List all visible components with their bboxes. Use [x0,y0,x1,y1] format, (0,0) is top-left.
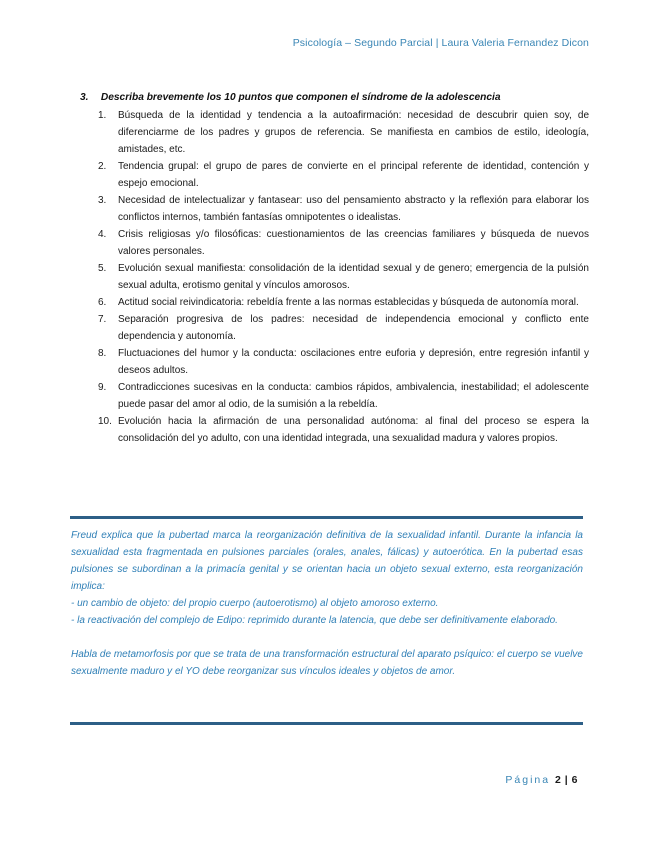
points-list [98,107,589,447]
list-item [98,107,589,158]
item-text: Necesidad de intelectualizar y fantasear: uso del pensamiento abstracto y la reflexión para elaborar los conflictos internos, también fantasías omnipotentes o idealistas. [118,195,589,223]
question-heading [80,92,600,103]
item-number: 4. [98,229,107,240]
page-label: Página [505,774,551,786]
question-text: Describa brevemente los 10 puntos que componen el síndrome de la adolescencia [100,92,501,103]
note-paragraph: Freud explica que la pubertad marca la reorganización definitiva de la sexualidad infantil. Durante la infancia la sexualidad esta fragmentada en pulsiones parciales (orales, anales, fálicas) y autoerótica. En la pubertad esas pulsiones se subordinan a la primacía genital y se orientan hacia un objeto sexual externo, esta reorganización implica: [71,530,583,592]
item-text: Separación progresiva de los padres: necesidad de independencia emocional y conflicto ente dependencia y autonomía. [118,314,589,342]
page-number: 2 | 6 [555,774,578,786]
item-number: 8. [98,348,107,359]
item-number: 2. [98,161,107,172]
list-item [98,294,589,311]
item-number: 5. [98,263,107,274]
item-text: Evolución hacia la afirmación de una personalidad autónoma: al final del proceso se espera la consolidación del yo adulto, con una identidad integrada, una sexualidad madura y valores propios. [118,416,589,444]
item-text: Actitud social reivindicatoria: rebeldía frente a las normas establecidas y búsqueda de autonomía moral. [118,297,579,308]
page-header: Psicología – Segundo Parcial | Laura Valeria Fernandez Dicon [292,37,589,49]
page-footer [505,774,578,786]
list-item [98,260,589,294]
list-item [98,311,589,345]
note-bullet-edipo: - la reactivación del complejo de Edipo: reprimido durante la latencia, que debe ser definitivamente elaborado. [71,615,558,626]
list-item [98,379,589,413]
item-number: 6. [98,297,107,308]
item-number: 3. [98,195,107,206]
note-paragraph-metamorphosis: Habla de metamorfosis por que se trata de una transformación estructural del aparato psíquico: el cuerpo se vuelve sexualmente maduro y el YO debe reorganizar sus vínculos ideales y objetos de amor. [71,649,583,677]
item-text: Crisis religiosas y/o filosóficas: cuestionamientos de las creencias familiares y búsqueda de nuevos valores personales. [118,229,589,257]
item-text: Evolución sexual manifiesta: consolidación de la identidad sexual y de genero; emergencia de la pulsión sexual adulta, erotismo genital y vínculos amorosos. [118,263,589,291]
item-text: Búsqueda de la identidad y tendencia a la autoafirmación: necesidad de descubrir quien soy, de diferenciarme de los padres y grupos de referencia. Se manifiesta en cambios de estilo, ideología, amistades, etc. [118,110,589,155]
item-text: Tendencia grupal: el grupo de pares de convierte en el principal referente de identidad, contención y espejo emocional. [118,161,589,189]
list-item [98,192,589,226]
list-item [98,413,589,447]
list-item [98,158,589,192]
item-number: 10. [98,416,112,427]
item-text: Fluctuaciones del humor y la conducta: oscilaciones entre euforia y depresión, entre regresión infantil y deseos adultos. [118,348,589,376]
note-box [71,527,583,680]
list-item [98,226,589,260]
item-number: 1. [98,110,107,121]
list-item [98,345,589,379]
item-text: Contradicciones sucesivas en la conducta: cambios rápidos, ambivalencia, inestabilidad; el adolescente puede pasar del amor al odio, de la sumisión a la rebeldía. [118,382,589,410]
item-number: 9. [98,382,107,393]
item-number: 7. [98,314,107,325]
question-number: 3. [80,92,89,103]
note-bullet-object: - un cambio de objeto: del propio cuerpo (autoerotismo) al objeto amoroso externo. [71,598,439,609]
note-top-divider [70,516,583,519]
note-bottom-divider [70,722,583,725]
